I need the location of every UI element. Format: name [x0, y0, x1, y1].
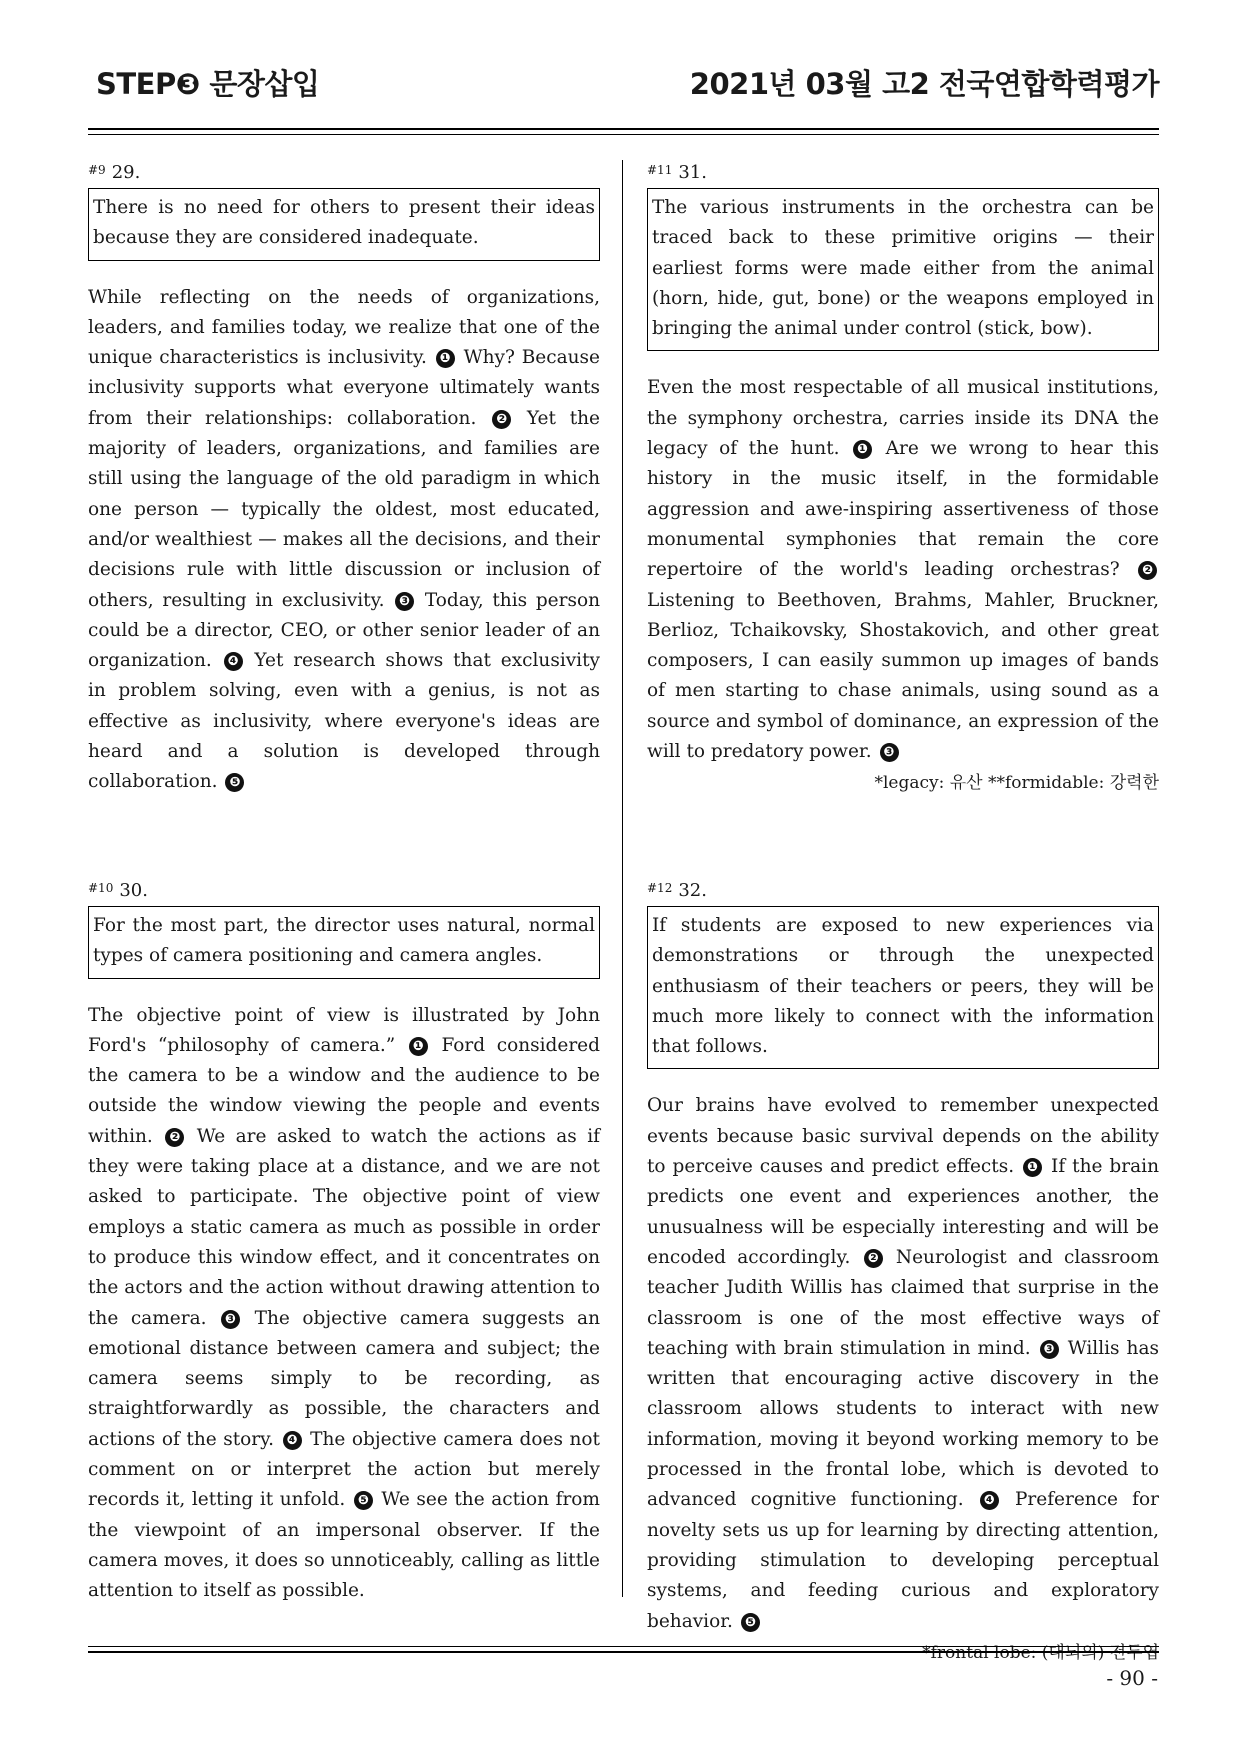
insertion-marker-2[interactable]: ❷: [492, 410, 511, 429]
footer-rule-thick: [88, 1651, 1159, 1653]
insertion-marker-3[interactable]: ❸: [880, 743, 899, 762]
passage: The objective point of view is illustrated by John Ford's “philosophy of camera.” ❶ Ford considered the camera to be a window and the audience to be outside the window viewing the people and events within. ❷ We are asked to watch the actions as if they were taking place at a distance, and we are not asked to participate. The objective point of view employs a static camera as much as possible in order to produce this window effect, and it concentrates on the actors and the action without drawing attention to the camera. ❸ The objective camera suggests an emotional distance between camera and subject; the camera seems simply to be recording, as straightforwardly as possible, the characters and actions of the story. ❹ The objective camera does not comment on or interpret the action but merely records it, letting it unfold. ❺ We see the action from the viewpoint of an impersonal observer. If the camera moves, it does so unnoticeably, calling as little attention to itself as possible.: [88, 1004, 600, 1602]
page-header-exam: 2021년 03월 고2 전국연합학력평가: [689, 67, 1159, 101]
insertion-marker-1[interactable]: ❶: [1023, 1158, 1042, 1177]
question-number: $^{\#10}$ 30.: [88, 880, 148, 901]
given-sentence-box: If students are exposed to new experiences via demonstrations or through the unexpected enthusiasm of their teachers or peers, they will be much more likely to connect with the information that follows.: [647, 906, 1159, 1069]
question-number: $^{\#9}$ 29.: [88, 162, 141, 183]
page-number: - 90 -: [1106, 1666, 1158, 1690]
insertion-marker-3[interactable]: ❸: [1040, 1340, 1059, 1359]
insertion-marker-4[interactable]: ❹: [224, 652, 243, 671]
question-31: [647, 158, 1159, 797]
question-number: $^{\#12}$ 32.: [647, 880, 707, 901]
vocabulary-note: *legacy: 유산 **formidable: 강력한: [874, 773, 1159, 794]
question-tag: #11: [647, 163, 673, 177]
insertion-marker-5[interactable]: ❺: [741, 1613, 760, 1632]
insertion-marker-3[interactable]: ❸: [221, 1310, 240, 1329]
insertion-marker-5[interactable]: ❺: [354, 1491, 373, 1510]
insertion-marker-2[interactable]: ❷: [1138, 561, 1157, 580]
question-tag: #9: [88, 163, 106, 177]
insertion-marker-5[interactable]: ❺: [225, 773, 244, 792]
column-divider: [622, 160, 623, 1597]
question-32: [647, 876, 1159, 1667]
footer-rule-thin: [88, 1646, 1159, 1647]
insertion-marker-1[interactable]: ❶: [436, 349, 455, 368]
question-tag: #12: [647, 881, 673, 895]
header-rule-thin: [88, 134, 1159, 135]
insertion-marker-1[interactable]: ❶: [409, 1037, 428, 1056]
insertion-marker-2[interactable]: ❷: [165, 1128, 184, 1147]
question-29: [88, 158, 600, 798]
given-sentence-box: For the most part, the director uses natural, normal types of camera positioning and camera angles.: [88, 906, 600, 979]
passage: Even the most respectable of all musical institutions, the symphony orchestra, carries inside its DNA the legacy of the hunt. ❶ Are we wrong to hear this history in the music itself, in the formidable aggression and awe-inspiring assertiveness of those monumental symphonies that remain the core repertoire of the world's leading orchestras? ❷ Listening to Beethoven, Brahms, Mahler, Bruckner, Berlioz, Tchaikovsky, Shostakovich, and other great composers, I can easily summon up images of bands of men starting to chase animals, using sound as a source and symbol of dominance, an expression of the will to predatory power. ❸: [647, 377, 1159, 763]
vocabulary-note: *frontal lobe: (대뇌의) 전두엽: [922, 1642, 1159, 1663]
passage: While reflecting on the needs of organizations, leaders, and families today, we realize that one of the unique characteristics is inclusivity. ❶ Why? Because inclusivity supports what everyone ultimately wants from their relationships: collaboration. ❷ Yet the majority of leaders, organizations, and families are still using the language of the old paradigm in which one person — typically the oldest, most educated, and/or wealthiest — makes all the decisions, and their decisions rule with little discussion or inclusion of others, resulting in exclusivity. ❸ Today, this person could be a director, CEO, or other senior leader of an organization. ❹ Yet research shows that exclusivity in problem solving, even with a genius, is not as effective as inclusivity, where everyone's ideas are heard and a solution is developed through collaboration. ❺: [88, 286, 600, 793]
question-tag: #10: [88, 881, 114, 895]
page-header-title: STEP❸ 문장삽입: [96, 67, 320, 101]
insertion-marker-3[interactable]: ❸: [395, 592, 414, 611]
given-sentence-box: There is no need for others to present their ideas because they are considered inadequate.: [88, 188, 600, 261]
passage: Our brains have evolved to remember unexpected events because basic survival depends on the ability to perceive causes and predict effects. ❶ If the brain predicts one event and experiences another, the unusualness will be especially interesting and will be encoded accordingly. ❷ Neurologist and classroom teacher Judith Willis has claimed that surprise in the classroom is one of the most effective ways of teaching with brain stimulation in mind. ❸ Willis has written that encouraging active discovery in the classroom allows students to interact with new information, moving it beyond working memory to be processed in the frontal lobe, which is devoted to advanced cognitive functioning. ❹ Preference for novelty sets us up for learning by directing attention, providing stimulation to developing perceptual systems, and feeding curious and exploratory behavior. ❺: [647, 1095, 1160, 1632]
insertion-marker-1[interactable]: ❶: [853, 440, 872, 459]
header-rule-thick: [88, 128, 1159, 130]
given-sentence-box: The various instruments in the orchestra can be traced back to these primitive origins — their earliest forms were made either from the animal (horn, hide, gut, bone) or the weapons employed in bringing the animal under control (stick, bow).: [647, 188, 1159, 351]
question-30: [88, 876, 600, 1607]
insertion-marker-2[interactable]: ❷: [864, 1249, 883, 1268]
insertion-marker-4[interactable]: ❹: [980, 1491, 999, 1510]
insertion-marker-4[interactable]: ❹: [283, 1431, 302, 1450]
question-number: $^{\#11}$ 31.: [647, 162, 707, 183]
